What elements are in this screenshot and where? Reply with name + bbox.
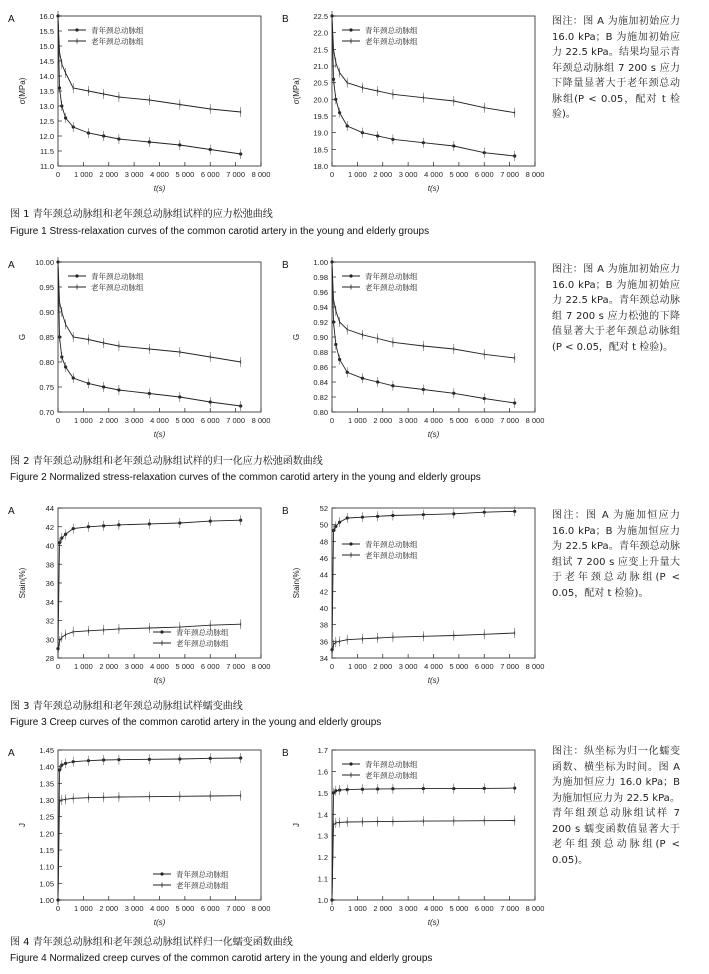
y-tick-label: 50 xyxy=(319,520,328,530)
chart-fig4a xyxy=(6,742,271,927)
y-tick-label: 44 xyxy=(319,570,328,580)
y-tick-label: 34 xyxy=(319,654,328,663)
x-axis-label: t(s) xyxy=(153,430,166,439)
y-tick-label: 14.0 xyxy=(39,72,54,81)
legend-label: 青年颈总动脉组 xyxy=(365,272,418,281)
x-tick-label: 8 000 xyxy=(251,662,271,671)
chart-svg xyxy=(6,500,271,685)
figure-3-caption-cn: 图 3 青年颈总动脉组和老年颈总动脉组试样蠕变曲线 xyxy=(10,701,243,712)
legend-label: 青年颈总动脉组 xyxy=(365,760,418,769)
y-tick-label: 1.45 xyxy=(39,746,54,755)
x-tick-label: 2 000 xyxy=(373,416,393,425)
x-axis-label: t(s) xyxy=(153,918,166,927)
series-line xyxy=(332,511,515,649)
y-tick-label: 1.5 xyxy=(317,788,328,798)
y-tick-label: 15.0 xyxy=(39,42,54,51)
y-tick-label: 1.00 xyxy=(313,258,328,267)
y-tick-label: 0.95 xyxy=(39,283,54,292)
y-tick-label: 28 xyxy=(45,654,54,663)
y-axis-label: J xyxy=(292,823,301,827)
x-tick-label: 3 000 xyxy=(124,170,144,179)
y-tick-label: 1.4 xyxy=(317,810,328,820)
chart-fig2b xyxy=(280,254,545,439)
y-tick-label: 0.80 xyxy=(39,358,54,367)
panel-label: A xyxy=(8,260,15,271)
x-tick-label: 4 000 xyxy=(150,904,169,913)
x-tick-label: 5 000 xyxy=(449,170,469,179)
legend-label: 老年颈总动脉组 xyxy=(176,639,229,648)
x-tick-label: 0 xyxy=(329,416,335,425)
y-tick-label: 0.86 xyxy=(313,363,328,372)
y-tick-label: 15.5 xyxy=(39,27,54,36)
legend-label: 老年颈总动脉组 xyxy=(365,37,418,46)
x-tick-label: 4 000 xyxy=(424,416,443,425)
y-tick-label: 36 xyxy=(45,579,54,588)
x-axis-label: t(s) xyxy=(427,430,440,439)
x-tick-label: 7 000 xyxy=(500,170,520,179)
x-tick-label: 6 000 xyxy=(474,416,494,425)
y-tick-label: 42 xyxy=(45,522,54,532)
figure-2-caption-cn: 图 2 青年颈总动脉组和老年颈总动脉组试样的归一化应力松弛函数曲线 xyxy=(10,456,323,467)
y-tick-label: 1.05 xyxy=(39,879,54,889)
y-tick-label: 1.30 xyxy=(39,796,54,805)
y-tick-label: 1.35 xyxy=(39,779,54,789)
y-tick-label: 34 xyxy=(45,597,54,607)
x-tick-label: 2 000 xyxy=(99,662,119,671)
y-tick-label: 40 xyxy=(319,604,328,613)
y-tick-label: 18.0 xyxy=(313,162,328,171)
x-tick-label: 6 000 xyxy=(474,170,494,179)
x-tick-label: 1 000 xyxy=(73,170,93,179)
x-tick-label: 2 000 xyxy=(99,170,119,179)
panel-label: A xyxy=(8,748,15,759)
x-tick-label: 2 000 xyxy=(373,904,393,913)
legend-label: 青年颈总动脉组 xyxy=(176,870,229,879)
x-tick-label: 7 000 xyxy=(226,662,246,671)
y-tick-label: 1.15 xyxy=(39,846,54,855)
legend-label: 青年颈总动脉组 xyxy=(91,26,144,35)
y-tick-label: 1.10 xyxy=(39,862,54,872)
x-tick-label: 7 000 xyxy=(500,416,520,425)
figure-1-caption-cn: 图 1 青年颈总动脉组和老年颈总动脉组试样的应力松弛曲线 xyxy=(10,209,273,220)
x-tick-label: 7 000 xyxy=(500,662,520,671)
x-tick-label: 2 000 xyxy=(373,170,393,179)
y-tick-label: 1.6 xyxy=(317,767,328,777)
y-tick-label: 32 xyxy=(45,616,54,626)
x-tick-label: 3 000 xyxy=(398,904,418,913)
x-tick-label: 1 000 xyxy=(347,662,367,671)
legend-marker xyxy=(349,542,352,545)
x-tick-label: 1 000 xyxy=(73,416,93,425)
figure-4-caption-cn: 图 4 青年颈总动脉组和老年颈总动脉组试样归一化蠕变函数曲线 xyxy=(10,937,293,948)
x-tick-label: 6 000 xyxy=(200,904,220,913)
x-axis-label: t(s) xyxy=(427,184,440,193)
chart-fig2a xyxy=(6,254,271,439)
x-tick-label: 5 000 xyxy=(449,416,469,425)
legend-label: 老年颈总动脉组 xyxy=(365,283,418,292)
x-tick-label: 3 000 xyxy=(124,662,144,671)
y-tick-label: 36 xyxy=(319,637,328,647)
chart-svg xyxy=(6,742,271,927)
y-tick-label: 1.00 xyxy=(39,896,54,905)
figure-4-caption-en: Figure 4 Normalized creep curves of the common carotid artery in the young and elderly groups xyxy=(10,953,433,964)
chart-fig3a xyxy=(6,500,271,685)
y-tick-label: 0.85 xyxy=(39,333,54,342)
x-axis-label: t(s) xyxy=(153,184,166,193)
legend-label: 老年颈总动脉组 xyxy=(365,551,418,560)
panel-label: A xyxy=(8,14,15,25)
y-axis-label: Stain(%) xyxy=(18,567,27,599)
x-tick-label: 4 000 xyxy=(150,416,169,425)
legend-marker xyxy=(349,28,352,31)
y-tick-label: 22.5 xyxy=(313,12,328,21)
y-tick-label: 19.0 xyxy=(313,128,328,138)
y-tick-label: 22.0 xyxy=(313,28,328,38)
x-tick-label: 7 000 xyxy=(500,904,520,913)
legend-marker xyxy=(160,872,163,875)
legend-label: 青年颈总动脉组 xyxy=(176,628,229,637)
x-tick-label: 8 000 xyxy=(525,662,545,671)
y-tick-label: 0.98 xyxy=(313,273,328,282)
y-tick-label: 13.5 xyxy=(39,87,54,96)
y-tick-label: 38 xyxy=(319,620,328,630)
legend-marker xyxy=(349,274,352,277)
x-tick-label: 0 xyxy=(329,170,335,179)
y-tick-label: 12.5 xyxy=(39,117,54,126)
y-tick-label: 20.5 xyxy=(313,78,328,88)
figure-2-caption-en: Figure 2 Normalized stress-relaxation curves of the common carotid artery in the young and elderly groups xyxy=(10,472,481,483)
x-tick-label: 6 000 xyxy=(474,662,494,671)
legend-label: 老年颈总动脉组 xyxy=(91,283,144,292)
y-tick-label: 1.40 xyxy=(39,762,54,772)
y-tick-label: 1.1 xyxy=(317,874,328,884)
chart-svg xyxy=(280,8,545,193)
series-line xyxy=(332,788,515,900)
legend-label: 老年颈总动脉组 xyxy=(365,771,418,780)
figure-1-note: 图注：图 A 为施加初始应力 16.0 kPa；B 为施加初始应力 22.5 kPa。结果均显示青年颈总动脉组 7 200 s 应力下降量显著大于老年颈总动脉组(P < 0.05，配对 t 检验)。 xyxy=(552,16,684,120)
x-tick-label: 1 000 xyxy=(347,904,367,913)
y-tick-label: 1.2 xyxy=(317,853,328,863)
y-tick-label: 38 xyxy=(45,560,54,570)
y-tick-label: 42 xyxy=(319,587,328,597)
x-tick-label: 2 000 xyxy=(99,904,119,913)
x-tick-label: 7 000 xyxy=(226,904,246,913)
x-tick-label: 5 000 xyxy=(175,416,195,425)
x-tick-label: 7 000 xyxy=(226,416,246,425)
series-line xyxy=(58,262,241,406)
y-tick-label: 0.90 xyxy=(39,308,54,317)
series-line xyxy=(332,16,515,156)
y-tick-label: 0.75 xyxy=(39,383,54,392)
x-tick-label: 2 000 xyxy=(99,416,119,425)
x-tick-label: 0 xyxy=(55,904,61,913)
y-tick-label: 48 xyxy=(319,537,328,547)
y-tick-label: 46 xyxy=(319,554,328,563)
chart-svg xyxy=(280,742,545,927)
y-tick-label: 0.92 xyxy=(313,318,328,327)
x-tick-label: 0 xyxy=(329,662,335,671)
x-tick-label: 8 000 xyxy=(251,416,271,425)
y-tick-label: 0.84 xyxy=(313,378,328,387)
y-tick-label: 10.00 xyxy=(35,258,54,267)
x-tick-label: 0 xyxy=(55,662,61,671)
chart-svg xyxy=(280,254,545,439)
y-tick-label: 1.3 xyxy=(317,831,328,841)
x-tick-label: 6 000 xyxy=(200,170,220,179)
y-tick-label: 0.82 xyxy=(313,393,328,402)
y-tick-label: 11.0 xyxy=(39,162,54,171)
y-tick-label: 21.5 xyxy=(313,45,328,55)
x-tick-label: 4 000 xyxy=(424,904,443,913)
series-line xyxy=(332,821,515,901)
x-tick-label: 0 xyxy=(55,416,61,425)
x-tick-label: 4 000 xyxy=(424,662,443,671)
x-tick-label: 8 000 xyxy=(251,170,271,179)
legend-label: 老年颈总动脉组 xyxy=(176,881,229,890)
y-tick-label: 21.0 xyxy=(313,62,328,71)
panel-label: B xyxy=(282,14,289,25)
y-tick-label: 0.94 xyxy=(313,303,328,312)
x-axis-label: t(s) xyxy=(427,676,440,685)
x-tick-label: 4 000 xyxy=(150,662,169,671)
x-tick-label: 4 000 xyxy=(150,170,169,179)
x-tick-label: 2 000 xyxy=(373,662,393,671)
y-axis-label: σ(MPa) xyxy=(292,77,301,105)
x-tick-label: 0 xyxy=(55,170,61,179)
y-tick-label: 13.0 xyxy=(39,102,54,111)
legend-label: 青年颈总动脉组 xyxy=(365,540,418,549)
y-tick-label: 1.20 xyxy=(39,829,54,839)
y-axis-label: G xyxy=(292,333,301,341)
y-tick-label: 30 xyxy=(45,635,54,645)
chart-fig1b xyxy=(280,8,545,193)
y-tick-label: 0.80 xyxy=(313,408,328,417)
y-tick-label: 1.25 xyxy=(39,812,54,822)
x-tick-label: 3 000 xyxy=(398,662,418,671)
legend-label: 青年颈总动脉组 xyxy=(365,26,418,35)
x-tick-label: 1 000 xyxy=(347,170,367,179)
legend-marker xyxy=(349,762,352,765)
chart-fig1a xyxy=(6,8,271,193)
x-tick-label: 3 000 xyxy=(124,416,144,425)
y-tick-label: 44 xyxy=(45,504,54,513)
legend-marker xyxy=(160,630,163,633)
x-tick-label: 4 000 xyxy=(424,170,443,179)
x-tick-label: 5 000 xyxy=(175,170,195,179)
y-axis-label: J xyxy=(18,823,27,827)
chart-svg xyxy=(6,254,271,439)
x-axis-label: t(s) xyxy=(153,676,166,685)
y-tick-label: 0.88 xyxy=(313,348,328,357)
x-tick-label: 5 000 xyxy=(175,662,195,671)
y-tick-label: 19.5 xyxy=(313,112,328,121)
y-tick-label: 0.90 xyxy=(313,333,328,342)
y-tick-label: 18.5 xyxy=(313,145,328,155)
x-tick-label: 5 000 xyxy=(449,904,469,913)
x-tick-label: 7 000 xyxy=(226,170,246,179)
panel-label: B xyxy=(282,260,289,271)
y-tick-label: 40 xyxy=(45,541,54,551)
legend-label: 老年颈总动脉组 xyxy=(91,37,144,46)
x-tick-label: 6 000 xyxy=(200,416,220,425)
chart-svg xyxy=(280,500,545,685)
x-tick-label: 1 000 xyxy=(73,662,93,671)
x-tick-label: 0 xyxy=(329,904,335,913)
x-tick-label: 1 000 xyxy=(347,416,367,425)
y-tick-label: 16.0 xyxy=(39,12,54,21)
y-axis-label: G xyxy=(18,333,27,341)
plot-frame xyxy=(58,750,261,900)
figure-3-note: 图注：图 A 为施加恒应力 16.0 kPa；B 为施加恒应力为 22.5 kPa。青年颈总动脉组试 7 200 s 应变上升量大于老年颈总动脉组(P < 0.05，配对 t 检验)。 xyxy=(552,510,684,599)
x-tick-label: 1 000 xyxy=(73,904,93,913)
y-tick-label: 11.5 xyxy=(39,147,54,156)
x-axis-label: t(s) xyxy=(427,918,440,927)
y-tick-label: 12.0 xyxy=(39,132,54,141)
x-tick-label: 5 000 xyxy=(449,662,469,671)
y-tick-label: 14.5 xyxy=(39,57,54,66)
x-tick-label: 5 000 xyxy=(175,904,195,913)
chart-fig3b xyxy=(280,500,545,685)
x-tick-label: 8 000 xyxy=(525,904,545,913)
series-line xyxy=(332,262,515,403)
chart-fig4b xyxy=(280,742,545,927)
y-tick-label: 20.0 xyxy=(313,95,328,105)
panel-label: A xyxy=(8,506,15,517)
x-tick-label: 8 000 xyxy=(251,904,271,913)
y-axis-label: σ(MPa) xyxy=(18,77,27,105)
y-tick-label: 52 xyxy=(319,504,328,513)
x-tick-label: 8 000 xyxy=(525,416,545,425)
panel-label: B xyxy=(282,506,289,517)
legend-marker xyxy=(75,28,78,31)
x-tick-label: 3 000 xyxy=(398,170,418,179)
y-tick-label: 1.0 xyxy=(317,896,328,905)
x-tick-label: 6 000 xyxy=(474,904,494,913)
chart-svg xyxy=(6,8,271,193)
x-tick-label: 6 000 xyxy=(200,662,220,671)
legend-label: 青年颈总动脉组 xyxy=(91,272,144,281)
figure-1-caption-en: Figure 1 Stress-relaxation curves of the common carotid artery in the young and elderly groups xyxy=(10,226,430,237)
x-tick-label: 8 000 xyxy=(525,170,545,179)
figure-3-caption-en: Figure 3 Creep curves of the common carotid artery in the young and elderly groups xyxy=(10,717,382,728)
figure-2-note: 图注：图 A 为施加初始应力 16.0 kPa；B 为施加初始应力 22.5 kPa。青年颈总动脉组 7 200 s 应力松弛的下降值显著大于老年颈总动脉组(P < 0.05，配对 t 检验)。 xyxy=(552,264,684,353)
panel-label: B xyxy=(282,748,289,759)
y-tick-label: 0.96 xyxy=(313,288,328,297)
y-axis-label: Stain(%) xyxy=(292,567,301,599)
x-tick-label: 3 000 xyxy=(398,416,418,425)
y-tick-label: 1.7 xyxy=(317,746,328,755)
series-line xyxy=(58,16,241,154)
figure-4-note: 图注：纵坐标为归一化蠕变函数、横坐标为时间。图 A 为施加恒应力 16.0 kPa；B 为施加恒应力为 22.5 kPa。青年组颈总动脉组试样 7 200 s 蠕变函数值显著大于老年组颈总动脉组(P < 0.05)。 xyxy=(552,746,684,866)
y-tick-label: 0.70 xyxy=(39,408,54,417)
legend-marker xyxy=(75,274,78,277)
x-tick-label: 3 000 xyxy=(124,904,144,913)
